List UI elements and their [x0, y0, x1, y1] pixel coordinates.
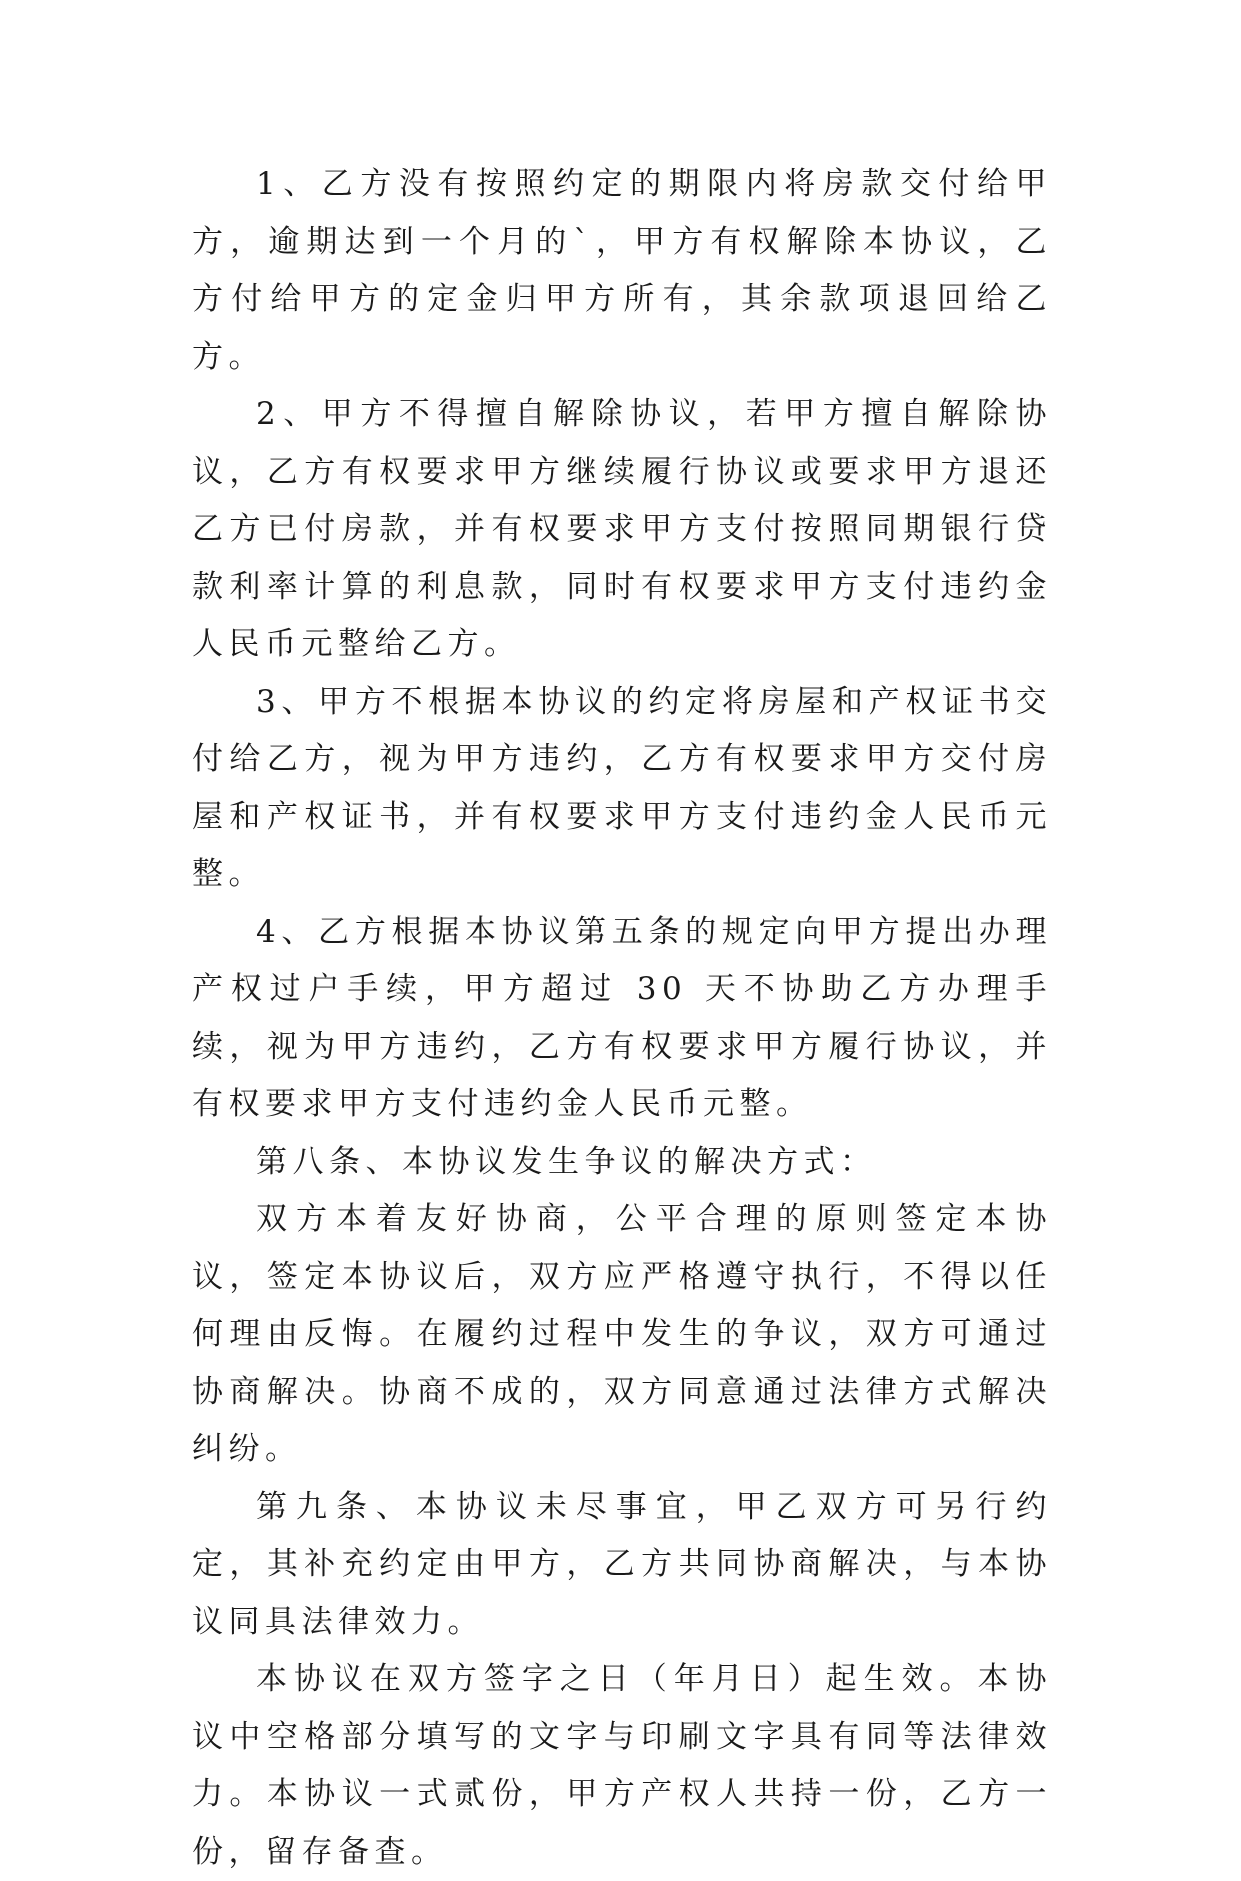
clause-2-paragraph: 2、甲方不得擅自解除协议，若甲方擅自解除协议，乙方有权要求甲方继续履行协议或要求甲方退还乙方已付房款，并有权要求甲方支付按照同期银行贷款利率计算的利息款，同时有权要求甲方支付违约金人民币元整给乙方。 [192, 396, 1052, 662]
clause-3-paragraph: 3、甲方不根据本协议的约定将房屋和产权证书交付给乙方，视为甲方违约，乙方有权要求甲方交付房屋和产权证书，并有权要求甲方支付违约金人民币元整。 [192, 683, 1052, 892]
clause-1-paragraph: 1、乙方没有按照约定的期限内将房款交付给甲方，逾期达到一个月的`，甲方有权解除本协议，乙方付给甲方的定金归甲方所有，其余款项退回给乙方。 [192, 166, 1052, 375]
document-body [192, 156, 1052, 1881]
article-8-heading: 第八条、本协议发生争议的解决方式： [256, 1143, 877, 1180]
article-9-paragraph: 第九条、本协议未尽事宜，甲乙双方可另行约定，其补充约定由甲方，乙方共同协商解决，与本协议同具法律效力。 [192, 1488, 1052, 1640]
effective-date-paragraph: 本协议在双方签字之日（年月日）起生效。本协议中空格部分填写的文字与印刷文字具有同等法律效力。本协议一式贰份，甲方产权人共持一份，乙方一份，留存备查。 [192, 1661, 1052, 1870]
clause-4-paragraph: 4、乙方根据本协议第五条的规定向甲方提出办理产权过户手续，甲方超过 30 天不协助乙方办理手续，视为甲方违约，乙方有权要求甲方履行协议，并有权要求甲方支付违约金人民币元整。 [192, 913, 1052, 1122]
article-8-body: 双方本着友好协商，公平合理的原则签定本协议，签定本协议后，双方应严格遵守执行，不得以任何理由反悔。在履约过程中发生的争议，双方可通过协商解决。协商不成的，双方同意通过法律方式解决纠纷。 [192, 1201, 1052, 1467]
